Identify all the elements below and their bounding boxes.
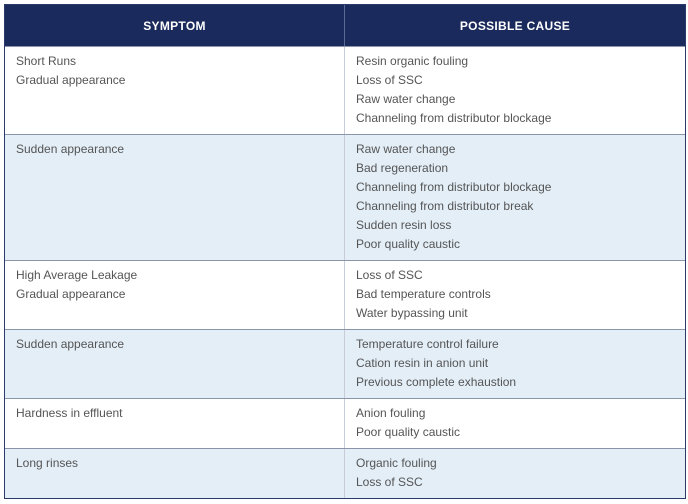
table-row [5, 329, 685, 398]
symptom-cell [5, 449, 345, 498]
cause-text: Temperature control failure [356, 337, 499, 351]
cause-cell [345, 449, 685, 498]
symptom-text: Hardness in effluent [16, 406, 123, 420]
cause-text: Poor quality caustic [356, 425, 461, 439]
cause-cell [345, 261, 685, 329]
cause-text: Anion fouling [356, 406, 426, 420]
cause-cell [345, 47, 685, 134]
cause-text: Raw water change [356, 142, 456, 156]
cause-text: Poor quality caustic [356, 237, 461, 251]
cause-text: Loss of SSC [356, 268, 423, 282]
cause-text: Sudden resin loss [356, 218, 452, 232]
cause-text: Organic fouling [356, 456, 437, 470]
cause-cell [345, 330, 685, 398]
symptom-cell [5, 135, 345, 260]
symptom-text: High Average Leakage [16, 268, 138, 282]
cause-cell [345, 399, 685, 448]
symptom-cell [5, 399, 345, 448]
symptom-text: Short Runs [16, 54, 77, 68]
cause-text: Water bypassing unit [356, 306, 468, 320]
troubleshooting-table [4, 4, 686, 499]
cause-text: Resin organic fouling [356, 54, 469, 68]
cause-text: Previous complete exhaustion [356, 375, 517, 389]
cause-text: Channeling from distributor blockage [356, 111, 552, 125]
possible-cause-column-header: POSSIBLE CAUSE [459, 18, 571, 33]
cause-cell [345, 135, 685, 260]
table-row [5, 398, 685, 448]
cause-text: Raw water change [356, 92, 456, 106]
cause-text: Channeling from distributor blockage [356, 180, 552, 194]
symptom-cell [5, 330, 345, 398]
cause-text: Bad regeneration [356, 161, 449, 175]
cause-text: Bad temperature controls [356, 287, 491, 301]
symptom-text: Sudden appearance [16, 337, 125, 351]
cause-text: Loss of SSC [356, 73, 423, 87]
symptom-cell [5, 261, 345, 329]
cause-text: Cation resin in anion unit [356, 356, 489, 370]
symptom-column-header: SYMPTOM [5, 5, 345, 46]
symptom-cell [5, 47, 345, 134]
symptom-text: Sudden appearance [16, 142, 125, 156]
table-header [5, 5, 685, 46]
table-row [5, 448, 685, 498]
cause-text: Channeling from distributor break [356, 199, 534, 213]
table-row [5, 260, 685, 329]
cause-text: Loss of SSC [356, 475, 423, 489]
table-row [5, 46, 685, 134]
table-row [5, 134, 685, 260]
symptom-text: Gradual appearance [16, 287, 126, 301]
symptom-text: Long rinses [16, 456, 79, 470]
symptom-text: Gradual appearance [16, 73, 126, 87]
